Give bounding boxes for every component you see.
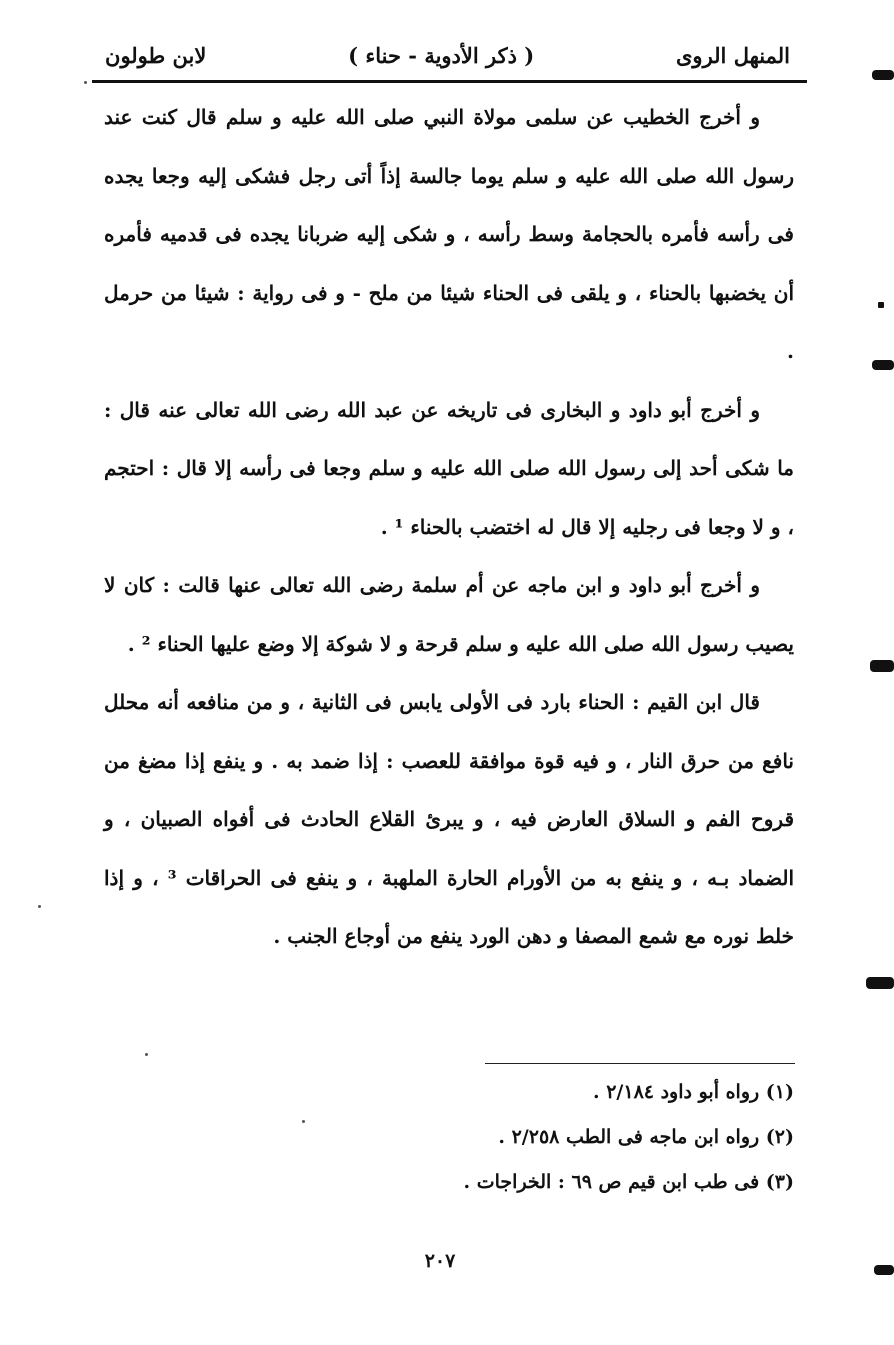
scan-speck xyxy=(84,81,87,84)
scan-mark xyxy=(872,360,894,370)
scan-mark xyxy=(872,70,894,80)
scan-mark xyxy=(866,977,894,989)
paragraph-3: و أخرج أبو داود و ابن ماجه عن أم سلمة رضى الله تعالى عنها قالت : كان لا يصيب رسول الله صلى الله عليه و سلم قرحة و لا شوكة إلا وضع عليها الحناء ² . xyxy=(104,573,794,656)
paragraph-2: و أخرج أبو داود و البخارى فى تاريخه عن عبد الله رضى الله تعالى عنه قال : ما شكى أحد إلى رسول الله صلى الله عليه و سلم وجعا فى رأسه إلا قال : احتجم ، و لا وجعا فى رجليه إلا قال له اختضب بالحناء ¹ . xyxy=(104,397,794,539)
paragraph-1: و أخرج الخطيب عن سلمى مولاة النبي صلى الله عليه و سلم قال كنت عند رسول الله صلى الله عليه و سلم يوما جالسة إذاً أتى رجل فشكى إليه وجعا يجده فى رأسه فأمره بالحجامة وسط رأسه ، و شكى إليه ضربانا يجده فى قدميه فأمره أن يخضبها بالحناء ، و يلقى فى الحناء شيئا من ملح - و فى رواية : شيئا من حرمل . xyxy=(104,105,794,363)
footnote-rule xyxy=(485,1063,795,1064)
scan-mark xyxy=(874,1265,894,1275)
header-rule xyxy=(92,80,807,83)
header-author: لابن طولون xyxy=(105,42,207,68)
footnote-1: (١) رواه أبو داود ٢/١٨٤ . xyxy=(592,1081,794,1103)
header-section-title: ( ذكر الأدوية - حناء ) xyxy=(348,42,535,68)
main-text xyxy=(104,88,794,966)
footnotes xyxy=(400,1070,794,1205)
running-header xyxy=(105,34,790,76)
header-book-title: المنهل الروى xyxy=(675,42,790,68)
scan-speck xyxy=(145,1053,148,1056)
footnote-3: (٣) فى طب ابن قيم ص ٦٩ : الخراجات . xyxy=(463,1171,794,1193)
scan-speck xyxy=(302,1120,305,1123)
paragraph-4: قال ابن القيم : الحناء بارد فى الأولى يابس فى الثانية ، و من منافعه أنه محلل نافع من حرق النار ، و فيه قوة موافقة للعصب : إذا ضمد به . و ينفع إذا مضغ من قروح الفم و السلاق العارض فيه ، و يبرئ القلاع الحادث فى أفواه الصبيان ، و الضماد بـه ، و ينفع به من الأورام الحارة الملهبة ، و ينفع فى الحراقات ³ ، و إذا خلط نوره مع شمع المصفا و دهن الورد ينفع من أوجاع الجنب . xyxy=(104,690,795,948)
scan-speck xyxy=(38,905,41,908)
scan-mark xyxy=(878,302,884,308)
footnote-2: (٢) رواه ابن ماجه فى الطب ٢/٢٥٨ . xyxy=(498,1126,794,1148)
page-number: ٢٠٧ xyxy=(424,1250,456,1272)
scan-mark xyxy=(870,660,894,672)
